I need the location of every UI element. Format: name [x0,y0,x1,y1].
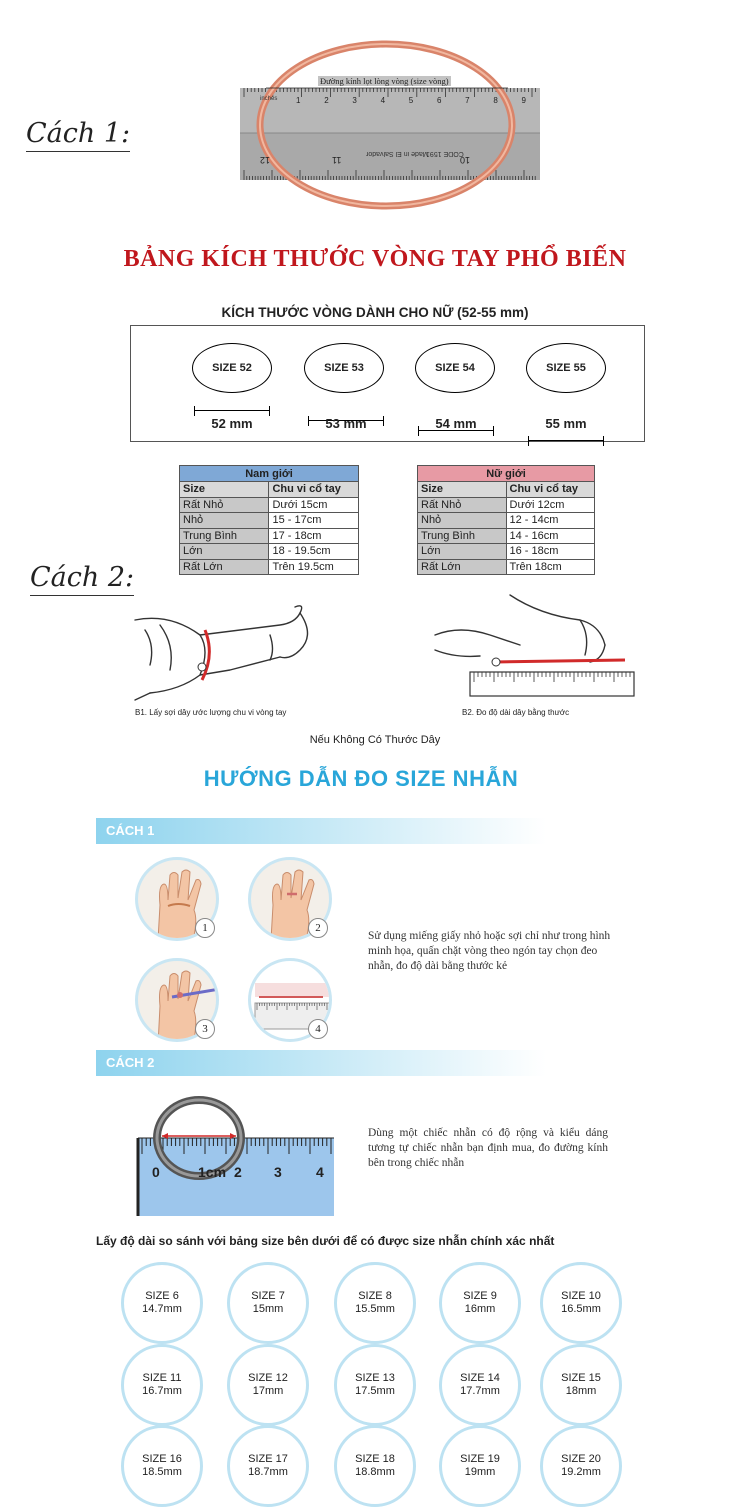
ruler-bottom-number-12: 12 [260,155,271,165]
ring-on-ruler-illustration [136,1088,336,1216]
ring-size-label: SIZE 16 [142,1453,182,1465]
ruler-top-number: 3 [352,96,357,105]
women-wrist-table [417,465,595,575]
table-row [418,528,595,544]
ring-size-mm: 18mm [565,1385,597,1397]
size-range: 16 - 18cm [506,544,594,560]
men-table-title: Nam giới [180,466,359,482]
step-number-2: 2 [308,918,328,938]
size-name: Rất Lớn [180,559,269,575]
ring-size-label: SIZE 17 [248,1453,288,1465]
size-name: Trung Bình [418,528,507,544]
ring-size-mm: 14.7mm [142,1303,182,1315]
size-range: 15 - 17cm [269,513,359,529]
size-range: Trên 19.5cm [269,559,359,575]
compare-instruction: Lấy độ dài so sánh với bảng size bên dưới để có được size nhẫn chính xác nhất [96,1234,555,1248]
table-row [180,513,359,529]
ruler-string-icon [430,590,640,705]
ring-size-grid [121,1262,631,1500]
women-table-title: Nữ giới [418,466,595,482]
ruler-made-in-text: Made in El Salvador [366,150,429,157]
ring-size-mm: 16.5mm [561,1303,601,1315]
ring-size-mm: 16.7mm [142,1385,182,1397]
mm-label-55: 55 mm [545,416,587,431]
ring-size-circle [540,1425,622,1507]
bangle-ruler-illustration [236,30,546,215]
size-range: 17 - 18cm [269,528,359,544]
ring-size-mm: 19.2mm [561,1466,601,1478]
table-row [180,497,359,513]
ring-size-label: SIZE 7 [251,1290,285,1302]
ring-size-label: SIZE 10 [561,1290,601,1302]
ruler-unit-label: inches [260,96,278,102]
ring-size-label: SIZE 11 [142,1372,182,1384]
size-name: Rất Nhỏ [180,497,269,513]
table-row [418,544,595,560]
ring-size-label: SIZE 14 [460,1372,500,1384]
bangle-caption: Đường kính lọt lòng vòng (size vòng) [320,76,449,86]
table-row [418,513,595,529]
step-number-4: 4 [308,1019,328,1039]
men-wrist-table [179,465,359,575]
size-range: 18 - 19.5cm [269,544,359,560]
ruler-top-number: 1 [296,96,301,105]
size-oval-label: SIZE 55 [526,343,606,393]
ring-size-circle [227,1344,309,1426]
size-oval-label: SIZE 52 [192,343,272,393]
ring-size-label: SIZE 15 [561,1372,601,1384]
ring-size-circle [334,1262,416,1344]
method-2-label: Cách 2: [30,562,134,596]
ring-size-label: SIZE 12 [248,1372,288,1384]
ring-size-circle [227,1262,309,1344]
ruler-top-number: 2 [324,96,329,105]
ring-size-mm: 17.7mm [460,1385,500,1397]
bracelet-size-title: BẢNG KÍCH THƯỚC VÒNG TAY PHỔ BIẾN [123,246,627,272]
ring-size-mm: 17mm [252,1385,284,1397]
ring-size-label: SIZE 8 [358,1290,392,1302]
ring-size-circle [334,1425,416,1507]
size-name: Rất Lớn [418,559,507,575]
step-number-1: 1 [195,918,215,938]
ruler-top-number: 7 [465,96,470,105]
ruler-top-number: 5 [408,96,414,105]
size-oval-label: SIZE 54 [415,343,495,393]
ring-size-mm: 18.5mm [142,1466,182,1478]
ring-size-circle [439,1262,521,1344]
size-name: Lớn [180,544,269,560]
wrist-string-icon [130,595,350,705]
ruler-top-number: 9 [521,96,526,105]
cm-number: 2 [234,1164,242,1180]
women-col-circumference: Chu vi cổ tay [506,482,594,498]
cm-scale-numbers [152,1164,336,1182]
ruler-top-numbers [296,96,526,105]
ruler-top-number: 8 [493,96,498,105]
ring-method-1-description: Sử dụng miếng giấy nhỏ hoặc sợi chỉ như trong hình minh họa, quấn chặt vòng theo ngón tay chọn đeo nhẫn, đo độ dài bằng thước kẻ [368,930,611,972]
men-col-circumference: Chu vi cổ tay [269,482,359,498]
women-col-size: Size [418,482,507,498]
wrist-step-2-illustration [430,590,640,705]
ring-size-label: SIZE 9 [463,1290,497,1302]
ruler-top-number: 6 [436,96,442,105]
ring-size-label: SIZE 18 [355,1453,395,1465]
size-oval-54 [415,343,495,393]
ring-size-mm: 17.5mm [355,1385,395,1397]
women-sizes-title: KÍCH THƯỚC VÒNG DÀNH CHO NỮ (52-55 mm) [221,305,529,320]
ring-size-mm: 15mm [252,1303,284,1315]
step-number-3: 3 [195,1019,215,1039]
cm-number: 0 [152,1164,160,1180]
ring-ruler-icon [136,1088,336,1216]
women-sizes-box [130,325,645,442]
ring-size-label: SIZE 13 [355,1372,395,1384]
size-range: Trên 18cm [506,559,594,575]
ring-size-circle [334,1344,416,1426]
ring-size-mm: 15.5mm [355,1303,395,1315]
measure-line-55 [528,436,604,446]
ruler-bottom-number-10: 10 [460,155,471,165]
ring-size-mm: 18.8mm [355,1466,395,1478]
ring-size-label: SIZE 20 [561,1453,601,1465]
ring-method-1-band: CÁCH 1 [96,818,596,844]
ring-size-label: SIZE 19 [460,1453,500,1465]
ruler-bottom-number-11: 11 [332,155,342,165]
size-range: Dưới 15cm [269,497,359,513]
measure-line-52 [194,406,270,416]
ring-method-2-description: Dùng một chiếc nhẫn có độ rộng và kiểu dáng tương tự chiếc nhẫn bạn định mua, đo đường kính bên trong chiếc nhẫn [368,1127,608,1169]
size-name: Lớn [418,544,507,560]
ring-size-circle [439,1425,521,1507]
ring-size-mm: 18.7mm [248,1466,288,1478]
size-name: Rất Nhỏ [418,497,507,513]
ring-guide-title: HƯỚNG DẪN ĐO SIZE NHẪN [203,766,519,791]
ring-size-circle [227,1425,309,1507]
mm-label-54: 54 mm [435,416,477,431]
size-oval-52 [192,343,272,393]
table-row [418,497,595,513]
ring-size-circle [439,1344,521,1426]
ring-size-circle [121,1425,203,1507]
size-range: 14 - 16cm [506,528,594,544]
size-range: 12 - 14cm [506,513,594,529]
ruler-top-number: 4 [380,96,386,105]
wrist-step-1-caption: B1. Lấy sợi dây ước lượng chu vi vòng tay [135,708,287,717]
ring-size-circle [121,1344,203,1426]
ring-size-mm: 19mm [464,1466,496,1478]
ring-method-2-band: CÁCH 2 [96,1050,596,1076]
size-oval-label: SIZE 53 [304,343,384,393]
ruler-code-text: CODE 1591 [426,150,464,157]
table-row [180,528,359,544]
size-name: Trung Bình [180,528,269,544]
mm-label-52: 52 mm [211,416,253,431]
cm-number: 1cm [198,1164,227,1180]
size-name: Nhỏ [418,513,507,529]
ring-size-circle [540,1344,622,1426]
ring-size-label: SIZE 6 [145,1290,179,1302]
size-name: Nhỏ [180,513,269,529]
ring-size-mm: 16mm [464,1303,496,1315]
bangle-ruler-photo [236,30,546,215]
size-oval-53 [304,343,384,393]
wrist-step-2-caption: B2. Đo độ dài dây bằng thước [462,708,570,717]
men-col-size: Size [180,482,269,498]
mm-label-53: 53 mm [325,416,367,431]
size-oval-55 [526,343,606,393]
table-row [418,559,595,575]
cm-number: 4 [316,1164,324,1180]
no-tape-note: Nếu Không Có Thước Dây [309,734,441,746]
size-range: Dưới 12cm [506,497,594,513]
ring-size-circle [540,1262,622,1344]
ring-size-circle [121,1262,203,1344]
table-row [180,544,359,560]
table-row [180,559,359,575]
wrist-step-1-illustration [130,595,350,705]
cm-number: 3 [274,1164,282,1180]
method-1-label: Cách 1: [26,118,130,152]
